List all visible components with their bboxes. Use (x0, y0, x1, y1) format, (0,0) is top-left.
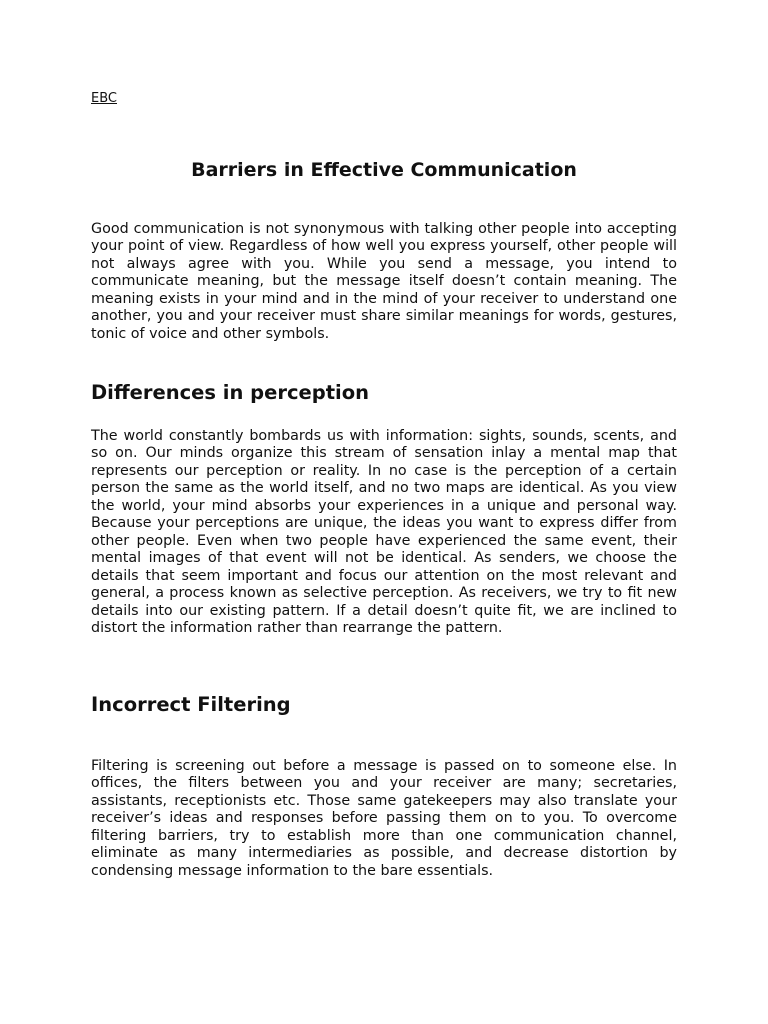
section-body-filtering: Filtering is screening out before a message is passed on to someone else. In offices, the filters between you and your receiver are many; secretaries, assistants, receptionists etc. Those same gatekeepers may also translate your receiver’s ideas and responses before passing them on to you. To overcome filtering barriers, try to establish more than one communication channel, eliminate as many intermediaries as possible, and decrease distortion by condensing message information to the bare essentials. (91, 758, 677, 879)
intro-paragraph: Good communication is not synonymous with talking other people into accepting your point of view. Regardless of how well you express yourself, other people will not always agree with you. While you send a message, you intend to communicate meaning, but the message itself doesn’t contain meaning. The meaning exists in your mind and in the mind of your receiver to understand one another, you and your receiver must share similar meanings for words, gestures, tonic of voice and other symbols. (91, 221, 677, 342)
header-tag: EBC (91, 91, 117, 106)
section-body-perception: The world constantly bombards us with information: sights, sounds, scents, and so on. Our minds organize this stream of sensation inlay a mental map that represents our perception or reality. In no case is the perception of a certain person the same as the world itself, and no two maps are identical. As you view the world, your mind absorbs your experiences in a unique and personal way. Because your perceptions are unique, the ideas you want to express differ from other people. Even when two people have experienced the same event, their mental images of that event will not be identical. As senders, we choose the details that seem important and focus our attention on the most relevant and general, a process known as selective perception. As receivers, we try to fit new details into our existing pattern. If a detail doesn’t quite fit, we are inclined to distort the information rather than rearrange the pattern. (91, 428, 677, 636)
section-heading-filtering: Incorrect Filtering (91, 693, 291, 716)
section-heading-perception: Differences in perception (91, 381, 369, 404)
document-title: Barriers in Effective Communication (191, 159, 577, 181)
